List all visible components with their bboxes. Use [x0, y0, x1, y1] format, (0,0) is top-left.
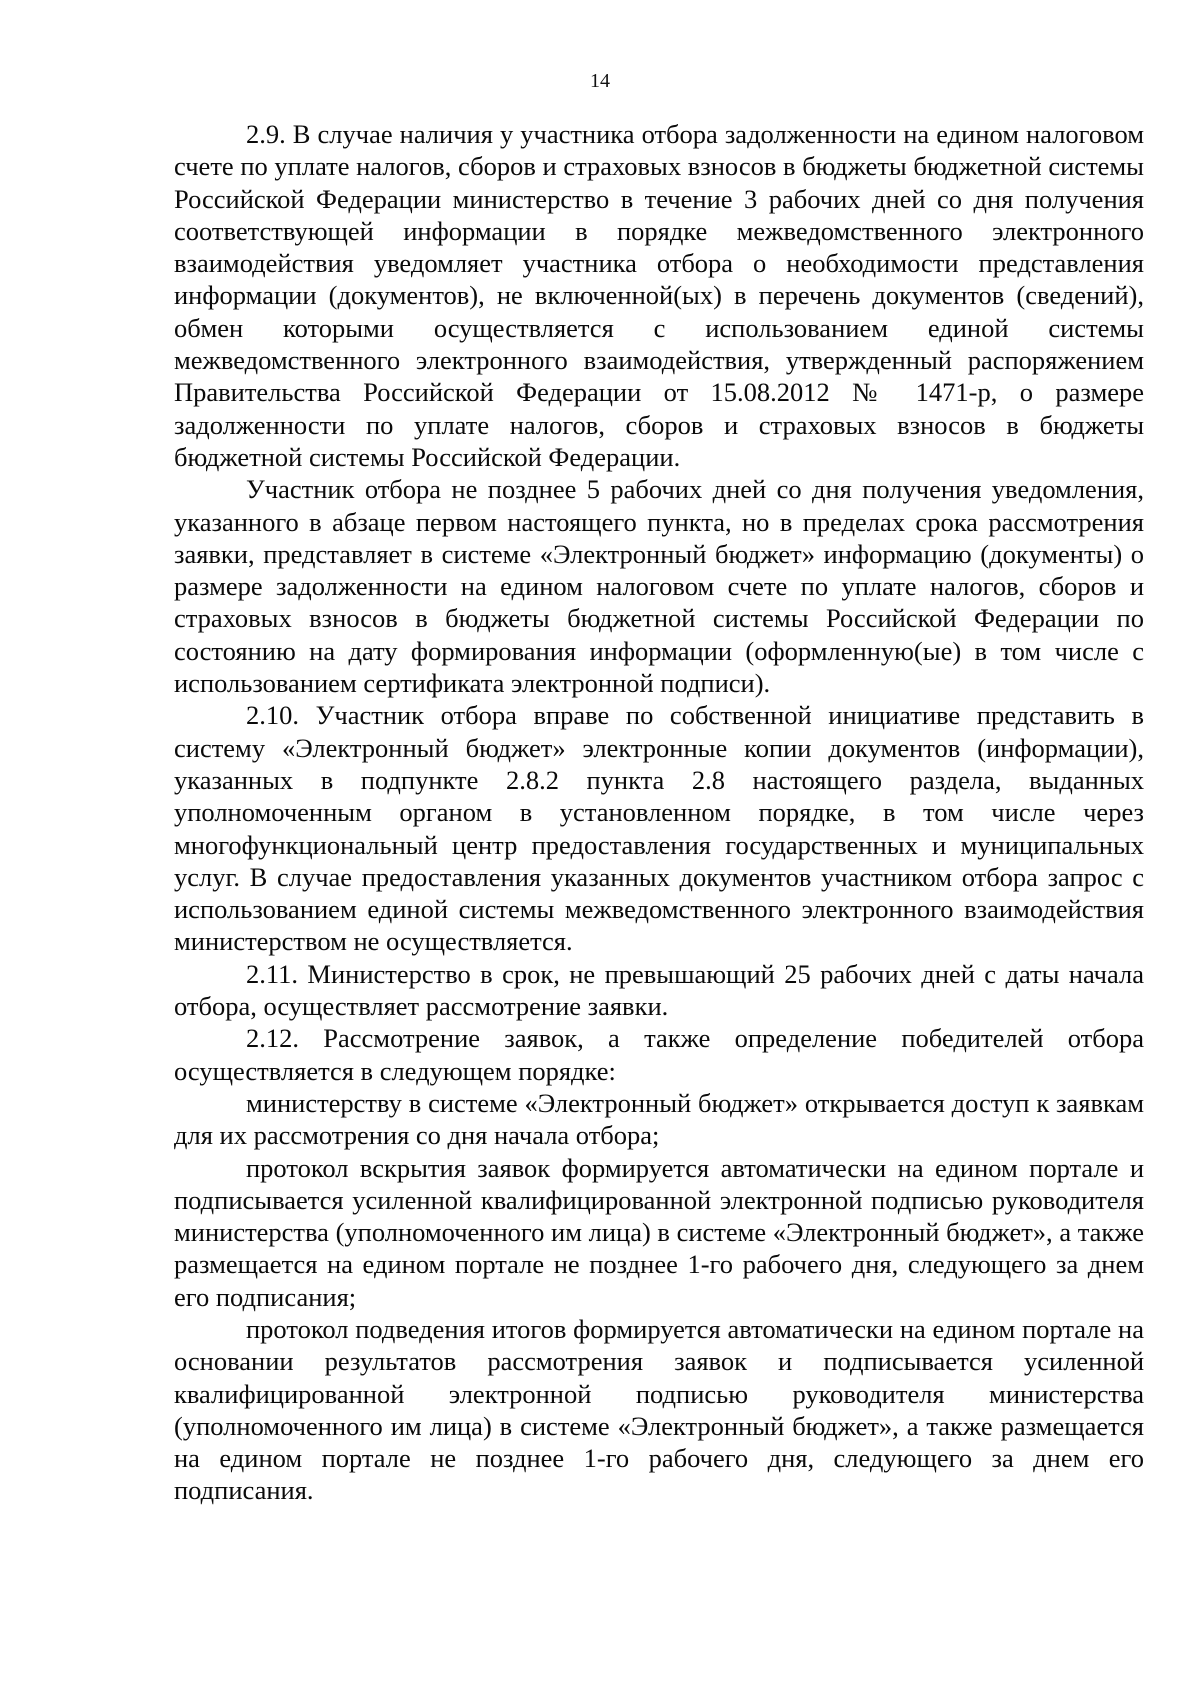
- paragraph-2-12-results-protocol: протокол подведения итогов формируется автоматически на едином портале на основании результатов рассмотрения заявок и подписывается усиленной квалифицированной электронной подписью руководителя министерства (уполномоченного им лица) в системе «Электронный бюджет», а также размещается на едином портале не позднее 1-го рабочего дня, следующего за днем его подписания.: [174, 1313, 1144, 1506]
- paragraph-2-12-access: министерству в системе «Электронный бюджет» открывается доступ к заявкам для их рассмотрения со дня начала отбора;: [174, 1087, 1144, 1151]
- paragraph-2-9-notification: Участник отбора не позднее 5 рабочих дней со дня получения уведомления, указанного в абзаце первом настоящего пункта, но в пределах срока рассмотрения заявки, представляет в системе «Электронный бюджет» информацию (документы) о размере задолженности на едином налоговом счете по уплате налогов, сборов и страховых взносов в бюджеты бюджетной системы Российской Федерации по состоянию на дату формирования информации (оформленную(ые) в том числе с использованием сертификата электронной подписи).: [174, 474, 1144, 699]
- paragraph-2-12-opening-protocol: протокол вскрытия заявок формируется автоматически на едином портале и подписывается усиленной квалифицированной электронной подписью руководителя министерства (уполномоченного им лица) в системе «Электронный бюджет», а также размещается на едином портале не позднее 1-го рабочего дня, следующего за днем его подписания;: [174, 1152, 1144, 1312]
- paragraph-2-10: 2.10. Участник отбора вправе по собственной инициативе представить в систему «Электронный бюджет» электронные копии документов (информации), указанных в подпункте 2.8.2 пункта 2.8 настоящего раздела, выданных уполномоченным органом в установленном порядке, в том числе через многофункциональный центр предоставления государственных и муниципальных услуг. В случае предоставления указанных документов участником отбора запрос с использованием единой системы межведомственного электронного взаимодействия министерством не осуществляется.: [174, 700, 1144, 957]
- paragraph-2-9: 2.9. В случае наличия у участника отбора задолженности на едином налоговом счете по уплате налогов, сборов и страховых взносов в бюджеты бюджетной системы Российской Федерации министерство в течение 3 рабочих дней со дня получения соответствующей информации в порядке межведомственного электронного взаимодействия уведомляет участника отбора о необходимости представления информации (документов), не включенной(ых) в перечень документов (сведений), обмен которыми осуществляется с использованием единой системы межведомственного электронного взаимодействия, утвержденный распоряжением Правительства Российской Федерации от 15.08.2012 № 1471-р, о размере задолженности по уплате налогов, сборов и страховых взносов в бюджеты бюджетной системы Российской Федерации.: [174, 119, 1144, 472]
- document-body: [174, 118, 1144, 1507]
- paragraph-2-11: 2.11. Министерство в срок, не превышающий 25 рабочих дней с даты начала отбора, осуществляет рассмотрение заявки.: [174, 958, 1144, 1022]
- paragraph-2-12: 2.12. Рассмотрение заявок, а также определение победителей отбора осуществляется в следующем порядке:: [174, 1023, 1144, 1086]
- page-number: 14: [590, 70, 610, 92]
